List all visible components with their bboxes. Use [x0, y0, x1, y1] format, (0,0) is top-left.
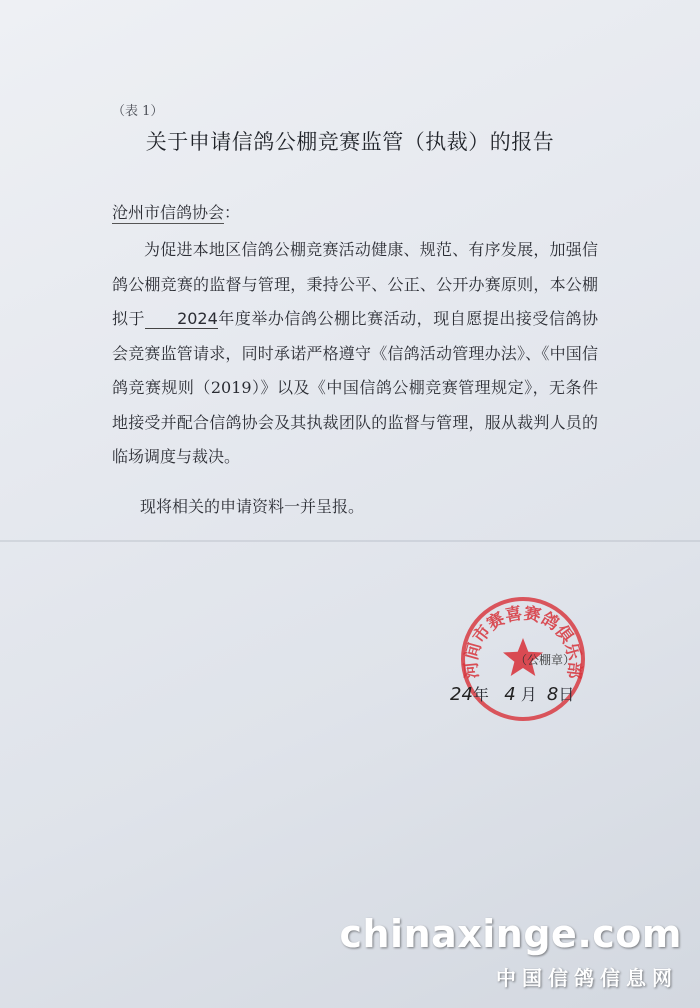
page-title: 关于申请信鸽公棚竞赛监管（执裁）的报告: [145, 130, 555, 154]
paper-fold-line: [0, 540, 700, 542]
watermark-chinese: 中国信鸽信息网: [496, 966, 678, 990]
date-year: 24: [450, 684, 473, 705]
body-text: [112, 233, 598, 475]
seal-note: （公棚章）: [515, 653, 576, 667]
date-month-suffix: 月: [520, 685, 537, 704]
paragraph-part-b: 年度举办信鸽公棚比赛活动，现自愿提出接受信鸽协会竞赛监管请求，同时承诺严格遵守《信鸽活动管理办法》、《中国信鸽竞赛规则（2019）》以及《中国信鸽公棚竞赛管理规定》，无条件地接受并配合信鸽协会及其执裁团队的监督与管理，服从裁判人员的临场调度与裁决。: [112, 309, 598, 466]
year-field: 2024: [145, 310, 218, 329]
paragraph-part-a: 为促进本地区信鸽公棚竞赛活动健康、规范、有序发展，加强信鸽公棚竞赛的监督与管理，秉持公平、公正、公开办赛原则，本公棚拟于: [112, 240, 598, 328]
date-line: [450, 682, 574, 705]
salutation-colon: ：: [224, 203, 241, 222]
form-number: （表 1）: [112, 104, 164, 119]
date-day-suffix: 日: [558, 685, 575, 704]
seal-text: 河间市赛喜赛鸽俱乐部: [461, 603, 585, 680]
recipient-name: 沧州市信鸽协会: [112, 203, 225, 222]
date-year-suffix: 年: [472, 685, 489, 704]
date-month: 4: [504, 684, 516, 705]
watermark-domain: chinaxinge.com: [339, 912, 682, 956]
closing-line: 现将相关的申请资料一并呈报。: [140, 497, 365, 516]
date-day: 8: [546, 684, 559, 705]
salutation: [112, 200, 240, 223]
body-paragraph: [112, 233, 598, 475]
